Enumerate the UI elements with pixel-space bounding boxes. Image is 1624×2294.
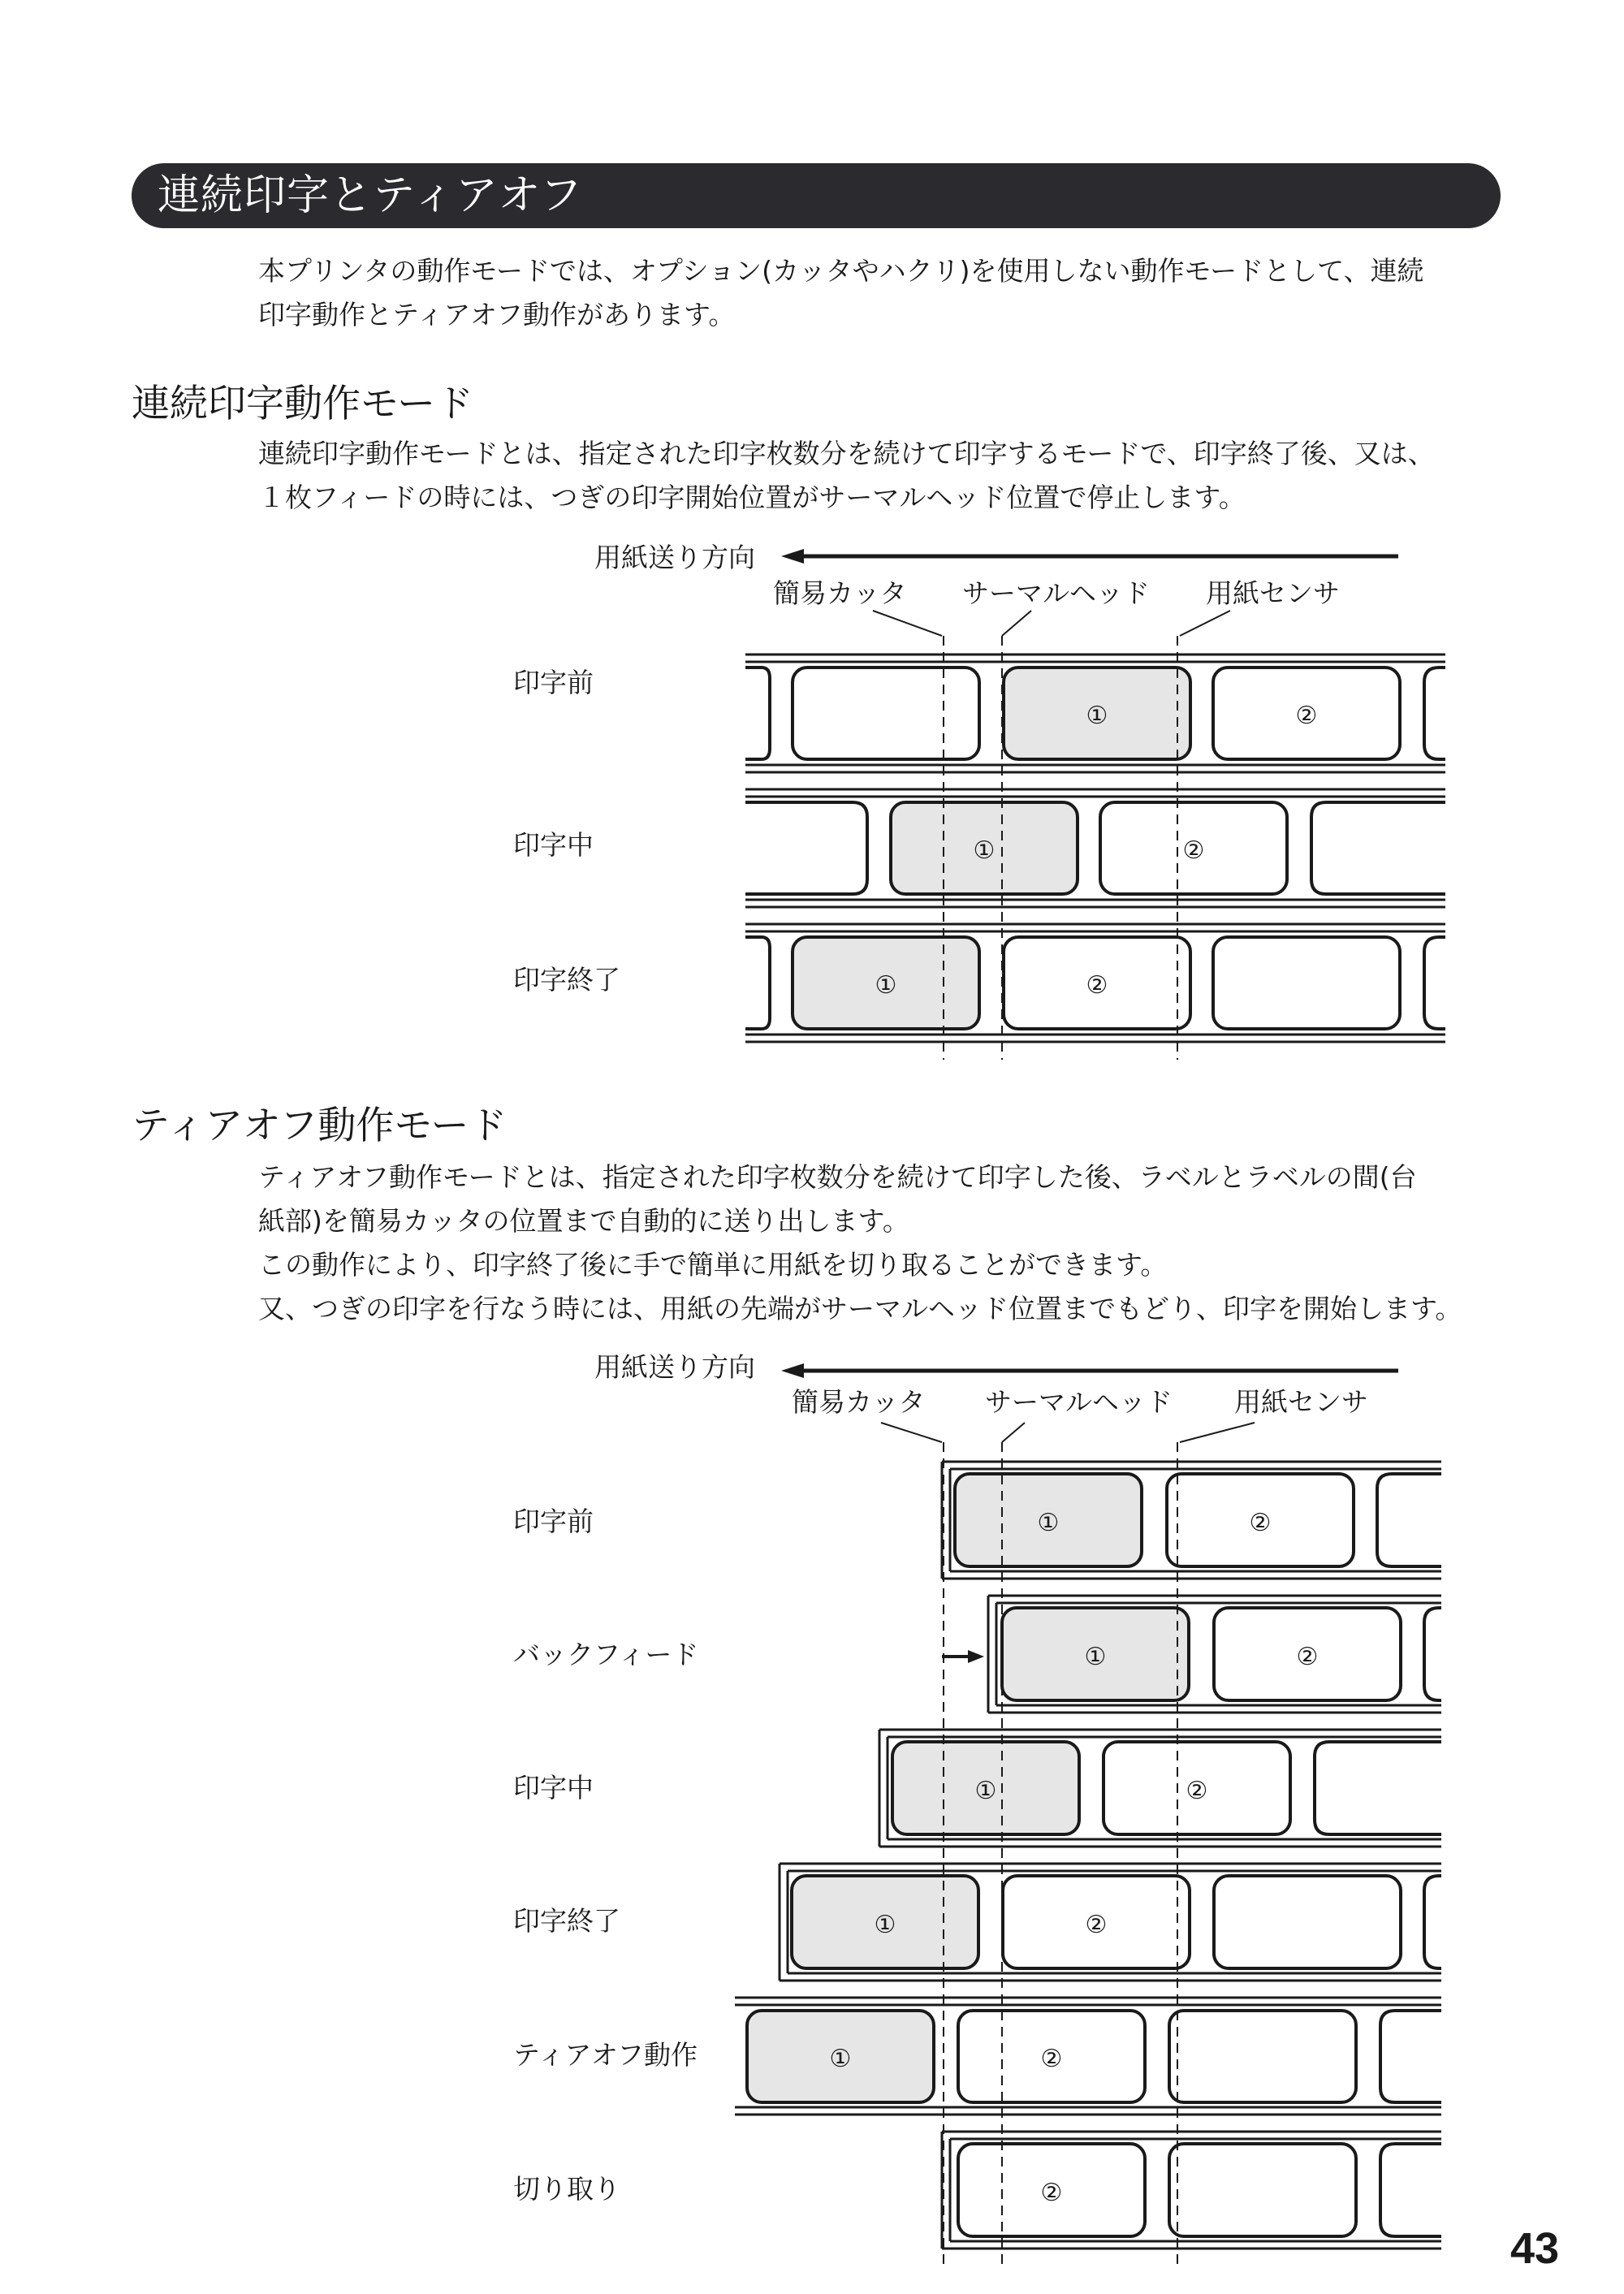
back-feed-arrow-head (968, 1650, 984, 1663)
label-1-number: ① (974, 1777, 997, 1805)
cutter-label: 簡易カッタ (773, 577, 907, 609)
paper-sensor-label: 用紙センサ (1234, 1386, 1368, 1418)
label-1-number: ① (829, 2045, 852, 2073)
head-leader (1002, 1423, 1025, 1442)
tearoff-line-3: この動作により、印字終了後に手で簡単に用紙を切り取ることができます。 (258, 1249, 1168, 1281)
continuous-line-2: １枚フィードの時には、つぎの印字開始位置がサーマルヘッド位置で停止します。 (258, 482, 1246, 513)
sensor-leader (1180, 611, 1230, 636)
cutter-label: 簡易カッタ (792, 1386, 926, 1418)
continuous-heading: 連続印字動作モード (132, 382, 474, 426)
row-label-before-print: 印字前 (513, 1506, 594, 1537)
label-2-number: ② (1295, 702, 1318, 730)
label-2-number: ② (1086, 971, 1108, 1000)
thermal-head-label: サーマルヘッド (962, 577, 1150, 609)
head-leader (1002, 611, 1031, 636)
cutter-leader (881, 1423, 942, 1442)
label-1-number: ① (1084, 1643, 1107, 1671)
row-label-printing: 印字中 (513, 1772, 594, 1804)
tearoff-line-1: ティアオフ動作モードとは、指定された印字枚数分を続けて印字した後、ラベルとラベルの間(台 (258, 1161, 1417, 1193)
paper-strip-cut-off (942, 2132, 1441, 2249)
row-label-print-end: 印字終了 (513, 964, 620, 996)
label-1-number: ① (1086, 702, 1108, 730)
feed-direction-arrow-head (781, 549, 804, 564)
label-1-number: ① (874, 1911, 896, 1939)
paper-strip-printing (879, 1730, 1441, 1847)
row-label-cut-off: 切り取り (513, 2173, 620, 2205)
continuous-line-1: 連続印字動作モードとは、指定された印字枚数分を続けて印字するモードで、印字終了後、又は、 (258, 438, 1435, 469)
page-number: 43 (1510, 2224, 1560, 2273)
label-1-number: ① (1037, 1509, 1060, 1537)
continuous-mode-diagram (0, 0, 1624, 1072)
label-2-number: ② (1186, 1777, 1208, 1805)
cutter-leader (873, 611, 942, 636)
thermal-head-label: サーマルヘッド (985, 1386, 1173, 1418)
label-2-number: ② (1249, 1509, 1272, 1537)
intro-line-2: 印字動作とティアオフ動作があります。 (258, 299, 736, 330)
paper-strip-before-print (942, 1462, 1441, 1579)
sensor-leader (1180, 1423, 1255, 1442)
row-label-printing: 印字中 (513, 829, 594, 861)
tearoff-line-2: 紙部)を簡易カッタの位置まで自動的に送り出します。 (258, 1205, 909, 1237)
section-title: 連続印字とティアオフ (158, 171, 583, 220)
tearoff-line-4: 又、つぎの印字を行なう時には、用紙の先端がサーマルヘッド位置までもどり、印字を開始します。 (258, 1293, 1462, 1324)
label-2-number: ② (1296, 1643, 1319, 1671)
feed-direction-arrow-head (781, 1363, 804, 1378)
row-label-print-end: 印字終了 (513, 1905, 620, 1937)
label-1-number: ① (875, 971, 897, 1000)
tearoff-heading: ティアオフ動作モード (132, 1104, 508, 1148)
label-2-number: ② (1040, 2179, 1063, 2207)
row-label-before-print: 印字前 (513, 667, 594, 698)
row-label-back-feed: バックフィード (513, 1639, 699, 1670)
label-1-number: ① (973, 836, 996, 865)
paper-strip-back-feed (942, 1596, 1441, 1713)
tearoff-mode-diagram (0, 1332, 1624, 2274)
label-2-number: ② (1040, 2045, 1063, 2073)
feed-direction-label: 用紙送り方向 (594, 542, 755, 573)
intro-line-1: 本プリンタの動作モードでは、オプション(カッタやハクリ)を使用しない動作モードとして、連続 (258, 255, 1424, 287)
row-label-tearoff: ティアオフ動作 (513, 2039, 698, 2071)
paper-strip-printing (745, 789, 1445, 907)
label-2-number: ② (1182, 836, 1205, 865)
feed-direction-label: 用紙送り方向 (594, 1351, 755, 1383)
paper-sensor-label: 用紙センサ (1206, 577, 1340, 609)
label-2-number: ② (1085, 1911, 1108, 1939)
